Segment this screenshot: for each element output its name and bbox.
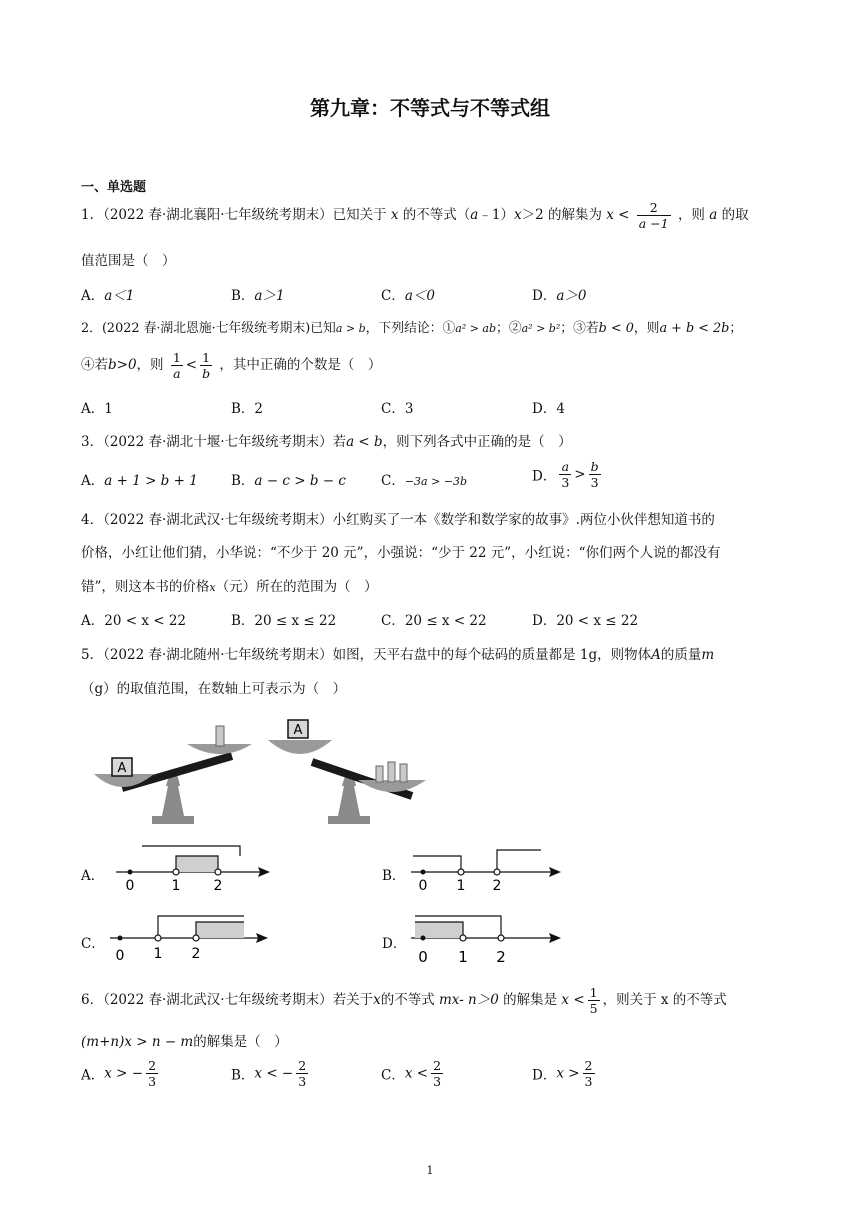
q2-frac-1 <box>171 350 183 381</box>
q2-sep1: ；② <box>496 321 522 336</box>
q3-opt-d-label: D． <box>532 468 557 485</box>
q5-var-m: m <box>701 647 715 663</box>
q6-option-d[interactable] <box>532 1058 598 1089</box>
q6-text-a: 6．（2022 春·湖北武汉·七年级统考期末）若关于 <box>81 992 374 1008</box>
balance-right <box>268 720 426 824</box>
q4-opt-b-label: B． <box>231 613 255 629</box>
q6-option-a[interactable] <box>81 1058 161 1089</box>
q5-b-tick-2: 2 <box>492 878 502 892</box>
q1-opt-d-label: D． <box>532 288 557 304</box>
q5-text-b: 的质量 <box>660 647 702 663</box>
q3-opt-b-text: a − c > b − c <box>254 473 346 489</box>
q1-frac-num: 2 <box>637 200 671 216</box>
page-title: 第九章：不等式与不等式组 <box>310 96 550 120</box>
q1-opt-a-text: a＜1 <box>104 288 135 304</box>
q5-option-c-numberline[interactable] <box>104 908 274 964</box>
q1-stem <box>81 200 749 231</box>
q2-f1-num: 1 <box>172 350 181 365</box>
q5-b-tick-1: 1 <box>456 878 466 892</box>
q4-opt-d-label: D． <box>532 613 557 629</box>
q3-d-frac-1 <box>559 459 571 490</box>
q5-option-d-label[interactable]: D． <box>382 936 407 952</box>
q6-stem-line2 <box>81 1030 288 1050</box>
q5-a-tick-0: 0 <box>125 878 135 892</box>
q6-sol: x < <box>561 992 585 1008</box>
q4-option-a[interactable] <box>81 609 186 629</box>
q6-stem-line1 <box>81 985 727 1016</box>
q1-var-a2: a <box>709 207 718 223</box>
q6-text-e: 的解集是（ ） <box>193 1034 288 1050</box>
q5-var-A: A <box>651 647 661 663</box>
q5-d-tick-0: 0 <box>418 948 428 966</box>
q2-opt-c-label: C． <box>381 401 405 417</box>
q2-lt: < <box>185 357 198 373</box>
q6-var-x: x <box>373 992 381 1008</box>
q4-opt-c-text: 20 ≤ x < 22 <box>404 613 487 629</box>
q2-opt-d-text: 4 <box>556 401 565 417</box>
balance-figure <box>92 716 548 826</box>
page-number: 1 <box>426 1164 434 1177</box>
q5-option-a-label[interactable]: A． <box>81 868 105 884</box>
q2-text-b: ，下列结论：① <box>365 321 456 336</box>
q4-opt-a-label: A． <box>81 613 105 629</box>
q2-c3b: a + b < 2b <box>659 321 730 336</box>
q4-opt-b-text: 20 ≤ x ≤ 22 <box>254 613 337 629</box>
q2-opt-d-label: D． <box>532 401 557 417</box>
q1-text-e: ，则 <box>677 207 705 223</box>
q3-opt-c-label: C． <box>381 473 405 489</box>
q5-b-tick-0: 0 <box>418 878 428 892</box>
q1-opt-a-label: A． <box>81 288 105 304</box>
q1-option-c[interactable] <box>381 284 435 304</box>
q6-opt-d-num: 2 <box>584 1058 593 1073</box>
q1-opt-b-text: a＞1 <box>254 288 285 304</box>
q6-opt-c-den: 3 <box>433 1074 442 1089</box>
q2-sep3: ，则 <box>633 321 660 336</box>
q2-cond: a > b <box>335 322 366 335</box>
q6-opt-c-frac <box>431 1058 443 1089</box>
q6-text-d: ，则关于 x 的不等式 <box>602 992 727 1008</box>
q5-option-d-numberline[interactable] <box>405 908 575 966</box>
q4-opt-d-text: 20 < x ≤ 22 <box>556 613 639 629</box>
q1-option-a[interactable] <box>81 284 134 304</box>
q5-d-tick-1: 1 <box>458 948 468 966</box>
q3-d-f2-num: b <box>590 459 599 474</box>
q5-a-tick-2: 2 <box>213 878 223 892</box>
q3-opt-a-label: A． <box>81 473 105 489</box>
q2-f2-den: b <box>202 366 211 381</box>
q6-option-c[interactable] <box>381 1058 446 1089</box>
q6-opt-b-pre: x < − <box>254 1065 294 1082</box>
q1-opt-b-label: B． <box>231 288 255 304</box>
q4-text-a: 错”，则这本书的价格 <box>81 579 210 595</box>
q4-option-c[interactable] <box>381 609 487 629</box>
q5-text-a: 5．（2022 春·湖北随州·七年级统考期末）如图，天平右盘中的每个砝码的质量都是 1g，则物体 <box>81 647 652 663</box>
q4-stem-line3 <box>81 575 378 595</box>
q2-stem <box>81 317 742 336</box>
q2-c1: a² > ab <box>455 322 497 335</box>
q4-var-x: x <box>209 581 216 594</box>
q2-text-a: 2．(2022 春·湖北恩施·七年级统考期末)已知 <box>81 321 336 336</box>
q6-frac-num: 1 <box>589 985 598 1000</box>
q6-option-b[interactable] <box>231 1058 311 1089</box>
q1-var-a: a <box>470 207 479 223</box>
q6-opt-a-pre: x > − <box>104 1065 144 1082</box>
q1-var-x: x <box>390 207 399 223</box>
q2-frac-2 <box>200 350 212 381</box>
q6-opt-c-num: 2 <box>433 1058 442 1073</box>
q2-opt-b-text: 2 <box>254 401 264 417</box>
q1-frac-den: a −1 <box>638 216 669 231</box>
q1-text-a: 1．（2022 春·湖北襄阳·七年级统考期末）已知关于 <box>81 207 387 223</box>
q1-opt-c-label: C． <box>381 288 405 304</box>
q3-text-a: 3．（2022 春·湖北十堰·七年级统考期末）若 <box>81 434 347 450</box>
q1-text-b: 的不等式（ <box>402 207 471 223</box>
q3-option-a[interactable] <box>81 469 198 489</box>
q1-fraction <box>637 200 671 231</box>
q2-c2: a² > b² <box>521 322 561 335</box>
q6-opt-c-label: C． <box>381 1067 405 1084</box>
q2-option-c[interactable] <box>381 397 413 417</box>
q6-opt-b-label: B． <box>231 1067 255 1084</box>
q6-opt-a-num: 2 <box>148 1058 157 1073</box>
q6-opt-d-den: 3 <box>584 1074 593 1089</box>
q1-text-c: ﹣1） <box>478 207 514 223</box>
q6-frac-den: 5 <box>589 1001 598 1016</box>
q1-opt-d-text: a＞0 <box>556 288 587 304</box>
q6-text-b: 的不等式 <box>380 992 435 1008</box>
q6-ineq: mx- n＞0 <box>439 992 499 1008</box>
q1-opt-c-text: a＜0 <box>404 288 435 304</box>
q2-text-f: ，其中正确的个数是（ ） <box>219 357 382 373</box>
q4-opt-a-text: 20 < x < 22 <box>104 613 187 629</box>
q5-option-c-label[interactable]: C． <box>81 936 105 952</box>
q5-option-b-numberline[interactable] <box>405 842 575 892</box>
q1-text-f: 的取 <box>721 207 749 223</box>
q5-option-b-label[interactable]: B． <box>382 868 406 884</box>
q6-opt-b-den: 3 <box>298 1074 307 1089</box>
q3-d-f1-den: 3 <box>561 475 570 490</box>
q2-option-d[interactable] <box>532 397 565 417</box>
q4-option-b[interactable] <box>231 609 336 629</box>
q2-opt-c-text: 3 <box>404 401 414 417</box>
q1-var-x2: x <box>513 207 522 223</box>
q1-option-d[interactable] <box>532 284 586 304</box>
q3-cond: a < b <box>346 434 383 450</box>
q3-option-b[interactable] <box>231 469 346 489</box>
q2-f1-den: a <box>173 366 181 381</box>
q6-opt-b-frac <box>296 1058 308 1089</box>
q2-c3a: b < 0 <box>598 321 634 336</box>
q5-stem-line1 <box>81 643 714 663</box>
q1-option-b[interactable] <box>231 284 285 304</box>
weight-box-a-right-label: A <box>293 723 303 738</box>
q3-opt-c-text: −3a > −3b <box>404 475 468 488</box>
q2-f2-num: 1 <box>200 350 212 366</box>
q5-option-a-numberline[interactable] <box>110 842 280 892</box>
q4-opt-c-label: C． <box>381 613 405 629</box>
section-heading: 一、单选题 <box>81 180 147 195</box>
q6-opt-d-label: D． <box>532 1067 557 1084</box>
q3-text-b: ，则下列各式中正确的是（ ） <box>382 434 572 450</box>
q2-text-d: b>0 <box>108 357 137 373</box>
q1-text-d: ＞2 的解集为 <box>521 207 602 223</box>
q3-d-f1-num: a <box>559 459 571 475</box>
q4-stem-line2: 价格，小红让他们猜，小华说：“不少于 20 元”，小强说：“少于 22 元”，小红说：“你们两个人说的都没有 <box>81 545 721 561</box>
q3-opt-a-text: a + 1 > b + 1 <box>104 473 198 489</box>
q2-option-a[interactable] <box>81 397 113 417</box>
q2-opt-a-text: 1 <box>104 401 113 417</box>
q3-opt-b-label: B． <box>231 473 255 489</box>
q6-opt-a-den: 3 <box>148 1074 157 1089</box>
q6-ineq2: (m+n)x > n − m <box>81 1034 194 1050</box>
q5-d-tick-2: 2 <box>496 948 506 966</box>
q5-stem-line2: （g）的取值范围，在数轴上可表示为（ ） <box>81 681 347 697</box>
q6-frac <box>588 985 600 1016</box>
q3-option-c[interactable] <box>381 469 467 489</box>
q3-d-frac-2 <box>589 459 601 490</box>
q4-option-d[interactable] <box>532 609 638 629</box>
q3-d-gt: > <box>574 466 586 483</box>
q6-opt-a-frac <box>146 1058 158 1089</box>
q1-ineq: x < <box>606 207 630 223</box>
q4-stem-line1: 4．（2022 春·湖北武汉·七年级统考期末）小红购买了一本《数学和数学家的故事》.两位小伙伴想知道书的 <box>81 512 715 528</box>
q2-text-e: ，则 <box>136 357 164 373</box>
q5-c-tick-0: 0 <box>115 948 125 964</box>
q6-text-c: 的解集是 <box>503 992 558 1008</box>
q2-opt-a-label: A． <box>81 401 105 417</box>
q2-sep2: ；③若 <box>560 321 599 336</box>
q5-c-tick-2: 2 <box>191 946 201 962</box>
q2-text-c: ④若 <box>81 357 108 373</box>
q1-stem-line2: 值范围是（ ） <box>81 253 176 269</box>
q6-opt-d-pre: x > <box>556 1065 580 1082</box>
q2-stem-line2 <box>81 350 381 381</box>
weight-box-a-left-label: A <box>117 761 127 776</box>
balance-left <box>94 726 252 824</box>
q3-option-d[interactable] <box>532 459 604 490</box>
q6-opt-c-pre: x < <box>404 1065 429 1082</box>
q6-opt-d-frac <box>583 1058 595 1089</box>
q6-opt-b-num: 2 <box>298 1058 307 1073</box>
q3-stem <box>81 430 572 450</box>
q2-opt-b-label: B． <box>231 401 255 417</box>
q4-text-b: （元）所在的范围为（ ） <box>215 579 378 595</box>
q5-c-tick-1: 1 <box>153 946 163 962</box>
q3-d-f2-den: 3 <box>590 475 599 490</box>
q2-option-b[interactable] <box>231 397 263 417</box>
q6-opt-a-label: A． <box>81 1067 105 1084</box>
q2-sep4: ； <box>729 321 743 336</box>
q5-a-tick-1: 1 <box>171 878 181 892</box>
